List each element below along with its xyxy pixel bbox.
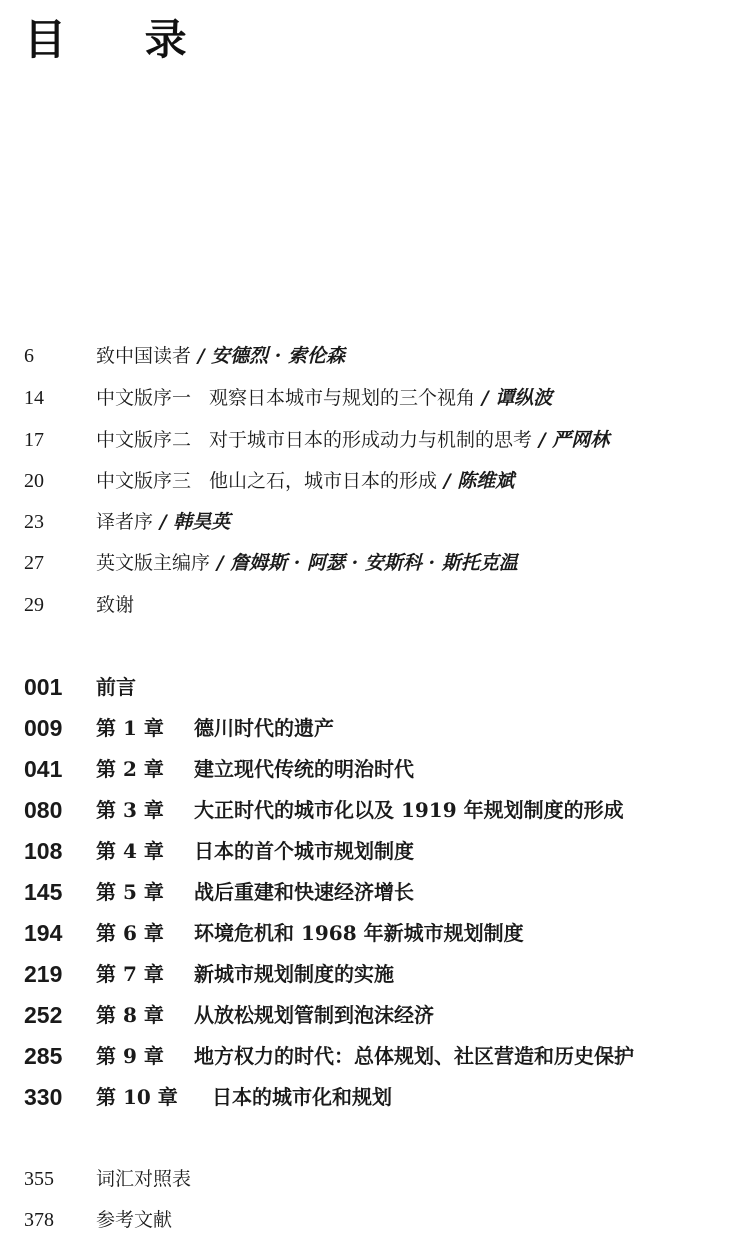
page-number: 219 xyxy=(24,961,63,987)
chapter-title: 战后重建和快速经济增长 xyxy=(194,880,414,904)
chapter-title: 新城市规划制度的实施 xyxy=(194,962,394,986)
page-number: 355 xyxy=(24,1168,54,1190)
page-number: 17 xyxy=(24,429,44,451)
entry-title: 致谢 xyxy=(96,594,135,616)
chapter-label: 第 6 章 xyxy=(96,921,164,945)
page-title: 目 录 xyxy=(24,15,219,64)
page-number: 29 xyxy=(24,594,44,616)
chapter-label: 第 9 章 xyxy=(96,1044,164,1068)
page-number: 194 xyxy=(24,920,63,946)
entry-author: / 詹姆斯 · 阿瑟 · 安斯科 · 斯托克温 xyxy=(210,552,518,574)
page-number: 009 xyxy=(24,715,63,741)
page-number: 14 xyxy=(24,387,44,409)
entry-subtitle: 观察日本城市与规划的三个视角 xyxy=(209,387,476,409)
chapter-label: 第 2 章 xyxy=(96,757,164,781)
chapter-title: 环境危机和 1968 年新城市规划制度 xyxy=(194,921,524,945)
entry-author: / 安德烈 · 索伦森 xyxy=(191,345,346,367)
chapter-title: 日本的城市化和规划 xyxy=(212,1085,392,1109)
chapter-title: 德川时代的遗产 xyxy=(194,716,334,740)
entry-author: / 陈维斌 xyxy=(437,470,515,492)
page-number: 285 xyxy=(24,1043,63,1069)
entry-title: 参考文献 xyxy=(96,1209,173,1231)
chapter-label: 第 8 章 xyxy=(96,1003,164,1027)
entry-author: / 谭纵波 xyxy=(475,387,553,409)
chapter-label: 第 5 章 xyxy=(96,880,164,904)
entry-author: / 韩昊英 xyxy=(153,511,231,533)
page-number: 23 xyxy=(24,511,44,533)
chapter-label: 第 7 章 xyxy=(96,962,164,986)
entry-title: 词汇对照表 xyxy=(96,1168,192,1190)
page-number: 252 xyxy=(24,1002,63,1028)
entry-author: / 严网林 xyxy=(532,429,610,451)
chapter-label: 前言 xyxy=(96,675,136,699)
page-number: 20 xyxy=(24,470,44,492)
page-number: 6 xyxy=(24,345,34,367)
page-number: 041 xyxy=(24,756,63,782)
entry-title: 译者序 xyxy=(96,511,154,533)
page-number: 108 xyxy=(24,838,63,864)
page-number: 378 xyxy=(24,1209,54,1231)
chapter-label: 第 4 章 xyxy=(96,839,164,863)
entry-title: 中文版序三 xyxy=(96,470,192,492)
chapter-title: 日本的首个城市规划制度 xyxy=(194,839,414,863)
entry-title: 英文版主编序 xyxy=(96,552,211,574)
page-number: 330 xyxy=(24,1084,63,1110)
chapter-label: 第 3 章 xyxy=(96,798,164,822)
chapter-label: 第 1 章 xyxy=(96,716,164,740)
entry-title: 致中国读者 xyxy=(96,345,192,367)
page-number: 27 xyxy=(24,552,44,574)
page-number: 145 xyxy=(24,879,63,905)
chapter-label: 第 10 章 xyxy=(96,1085,178,1109)
chapter-title: 大正时代的城市化以及 1919 年规划制度的形成 xyxy=(194,798,624,822)
entry-subtitle: 对于城市日本的形成动力与机制的思考 xyxy=(209,429,533,451)
entry-title: 中文版序二 xyxy=(96,429,192,451)
entry-title: 中文版序一 xyxy=(96,387,192,409)
chapter-title: 地方权力的时代：总体规划、社区营造和历史保护 xyxy=(194,1044,634,1068)
chapter-title: 建立现代传统的明治时代 xyxy=(194,757,414,781)
chapter-title: 从放松规划管制到泡沫经济 xyxy=(194,1003,434,1027)
entry-subtitle: 他山之石，城市日本的形成 xyxy=(209,470,438,492)
page-number: 001 xyxy=(24,674,63,700)
page-number: 080 xyxy=(24,797,63,823)
